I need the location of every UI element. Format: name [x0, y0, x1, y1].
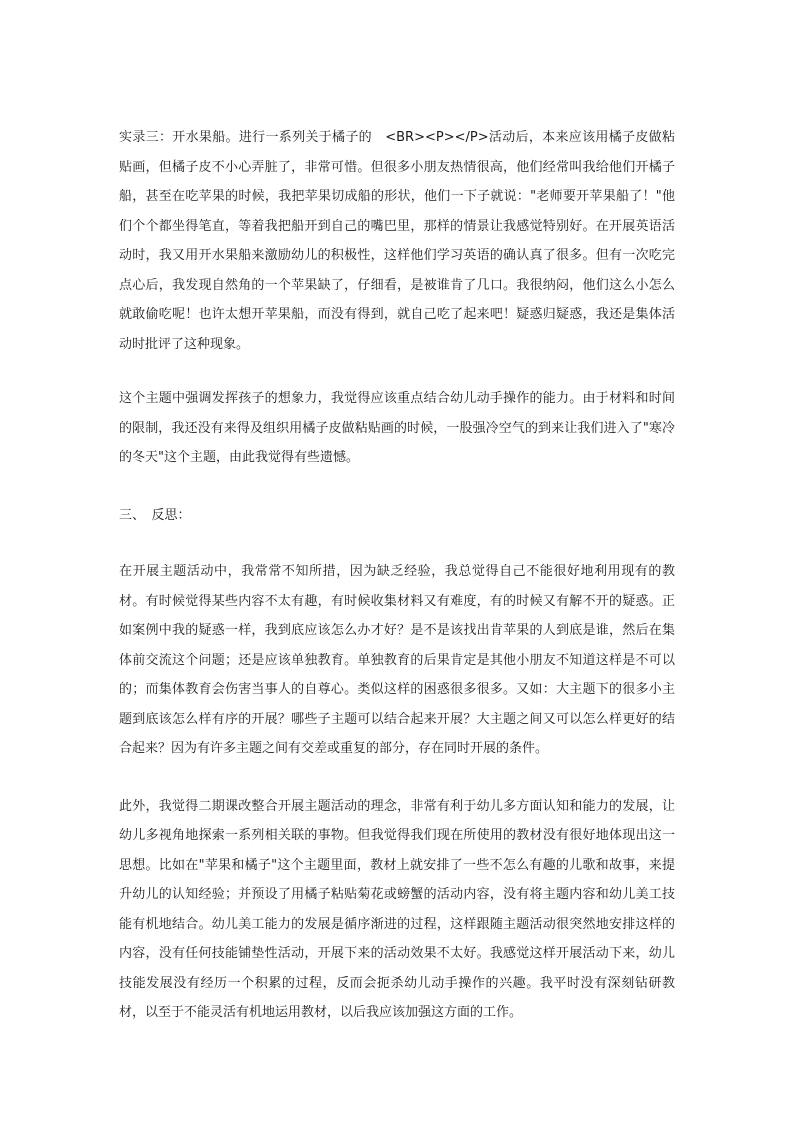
paragraph-spacer — [119, 359, 675, 384]
paragraph-record-three: 实录三：开水果船。进行一系列关于橘子的 <BR><P></P>活动后，本来应该用橘子皮做粘贴画，但橘子皮不小心弄脏了，非常可惜。但很多小朋友热情很高，他们经常叫我给他们开橘子船，甚至在吃苹果的时候，我把苹果切成船的形状，他们一下子就说："老师要开苹果船了！"他们个个都坐得笔直，等着我把船开到自己的嘴巴里，那样的情景让我感觉特别好。在开展英语活动时，我又用开水果船来激励幼儿的积极性，这样他们学习英语的确认真了很多。但有一次吃完点心后，我发现自然角的一个苹果缺了，仔细看，是被谁肯了几口。我很纳闷，他们这么小怎么就敢偷吃呢！也许太想开苹果船，而没有得到，就自己吃了起来吧！疑惑归疑惑，我还是集体活动时批评了这种现象。 — [119, 130, 675, 352]
paragraph-spacer — [119, 530, 675, 557]
paragraph-spacer — [119, 764, 675, 792]
paragraph-confusion: 在开展主题活动中，我常常不知所措，因为缺乏经验，我总觉得自己不能很好地利用现有的教材。有时候觉得某些内容不太有趣，有时候收集材料又有难度，有的时候又有解不开的疑惑。正如案例中我的疑惑一样，我到底应该怎么办才好？是不是该找出肯苹果的人到底是谁，然后在集体前交流这个问题；还是应该单独教育。单独教育的后果肯定是其他小朋友不知道这样是不可以的；而集体教育会伤害当事人的自尊心。类似这样的困惑很多很多。又如：大主题下的很多小主题到底该怎么样有序的开展？哪些子主题可以结合起来开展？大主题之间又可以怎么样更好的结合起来？因为有许多主题之间有交差或重复的部分，存在同时开展的条件。 — [119, 564, 675, 756]
section-heading-reflection: 三、 反思： — [119, 507, 191, 523]
document-body — [119, 123, 675, 1028]
paragraph-curriculum: 此外，我觉得二期课改整合开展主题活动的理念，非常有利于幼儿多方面认知和能力的发展，让幼儿多视角地探索一系列相关联的事物。但我觉得我们现在所使用的教材没有很好地体现出这一思想。比如在"苹果和橘子"这个主题里面，教材上就安排了一些不怎么有趣的儿歌和故事，来提升幼儿的认知经验；并预设了用橘子粘贴菊花或螃蟹的活动内容，没有将主题内容和幼儿美工技能有机地结合。幼儿美工能力的发展是循序渐进的过程，这样跟随主题活动很突然地安排这样的内容，没有任何技能铺垫性活动，开展下来的活动效果不太好。我感觉这样开展活动下来，幼儿技能发展没有经历一个积累的过程，反而会扼杀幼儿动手操作的兴趣。我平时没有深刻钻研教材，以至于不能灵活有机地运用教材，以后我应该加强这方面的工作。 — [119, 798, 675, 1020]
paragraph-theme-reflection: 这个主题中强调发挥孩子的想象力，我觉得应该重点结合幼儿动手操作的能力。由于材料和时间的限制，我还没有来得及组织用橘子皮做粘贴画的时候，一股强冷空气的到来让我们进入了"寒冷的冬天"这个主题，由此我觉得有些遗憾。 — [119, 391, 675, 465]
paragraph-spacer — [119, 473, 675, 501]
